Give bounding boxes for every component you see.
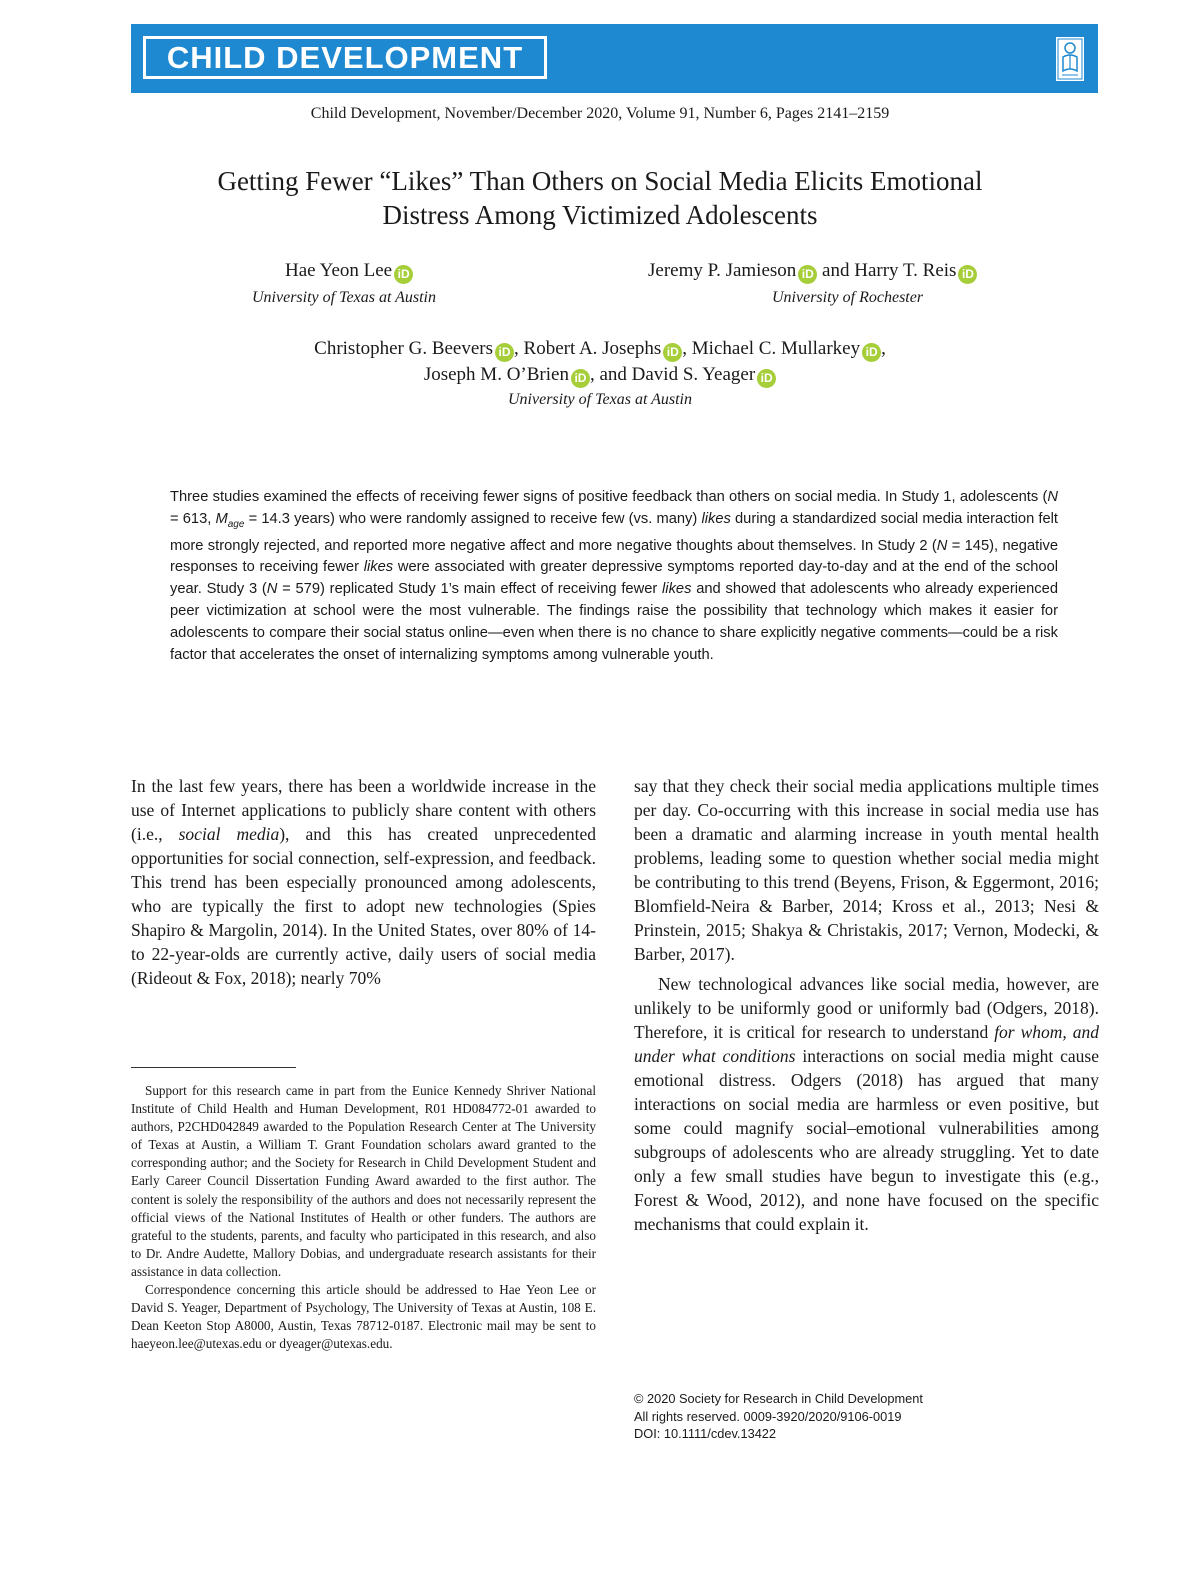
affiliation-3: University of Texas at Austin [508, 391, 692, 408]
journal-name: CHILD DEVELOPMENT [143, 36, 547, 79]
abstract: Three studies examined the effects of receiving fewer signs of positive feedback than others on social media. In Study 1, adolescents (N = 613, $M_{age} = 14.3$ years) who were randomly assigned to receive few (vs. many) likes during a standardized social media interaction felt more strongly rejected, and reported more negative affect and more negative thoughts about themselves. In Study 2 (N = 145), negative responses to receiving fewer likes were associated with greater depressive symptoms reported day-to-day and at the end of the school year. Study 3 (N = 579) replicated Study 1’s main effect of receiving fewer likes and showed that adolescents who already experienced peer victimization at school were the most vulnerable. The findings raise the possibility that technology which makes it easier for adolescents to compare their social status online—even when there is no chance to share explicitly negative comments—could be a risk factor that accelerates the onset of internalizing symptoms among vulnerable youth. [170, 489, 1059, 663]
orcid-icon[interactable]: iD [757, 369, 776, 388]
author-name: Christopher G. Beevers [314, 338, 494, 359]
footnote-divider [131, 1067, 296, 1068]
body-left-column [131, 774, 596, 990]
doi-line[interactable]: DOI: 10.1111/cdev.13422 [634, 1426, 777, 1441]
author-name: Michael C. Mullarkey [691, 338, 861, 359]
author-group-1 [285, 260, 413, 284]
title-line-2: Distress Among Victimized Adolescents [382, 200, 818, 230]
orcid-icon[interactable]: iD [862, 343, 881, 362]
rights-line: All rights reserved. 0009-3920/2020/9106-0019 [634, 1408, 902, 1424]
author-name: Jeremy P. Jamieson [648, 260, 797, 281]
srcd-logo [1056, 37, 1084, 81]
footnotes [131, 1082, 596, 1353]
orcid-icon[interactable]: iD [394, 265, 413, 284]
correspondence-footnote: Correspondence concerning this article should be addressed to Hae Yeon Lee or David S. Yeager, Department of Psychology, The University of Texas at Austin, 108 E. Dean Keeton Stop A8000, Austin, Texas 78712-0187. Electronic mail may be sent to haeyeon.lee@utexas.edu or dyeager@utexas.edu. [131, 1282, 596, 1352]
author-group-3-line-2: Joseph M. O’Brien iD , and David S. Yeager iD [0, 364, 1200, 388]
author-conjunction: and [817, 260, 855, 281]
orcid-icon[interactable]: iD [495, 343, 514, 362]
author-name: Joseph M. O’Brien [423, 364, 569, 385]
author-name: David S. Yeager [631, 364, 756, 385]
author-name: Robert A. Josephs [523, 338, 662, 359]
author-group-2 [648, 260, 977, 284]
funding-footnote: Support for this research came in part from the Eunice Kennedy Shriver National Institute of Child Health and Human Development, R01 HD084772-01 awarded to authors, P2CHD042849 awarded to the Population Research Center at The University of Texas at Austin, a William T. Grant Foundation scholars award granted to the corresponding author; and the Society for Research in Child Development Student and Early Career Council Dissertation Funding Award awarded to the first author. The content is solely the responsibility of the authors and does not necessarily represent the official views of the National Institutes of Health or other funders. The authors are grateful to the students, parents, and faculty who participated in this research, and also to Dr. Andre Audette, Mallory Dobias, and undergraduate research assistants for their assistance in data collection. [131, 1083, 596, 1279]
paragraph: say that they check their social media applications multiple times per day. Co-occurring with this increase in social media use has been a dramatic and alarming increase in youth mental health problems, leading some to question whether social media might be contributing to this trend (Beyens, Frison, & Eggermont, 2016; Blomfield-Neira & Barber, 2014; Kross et al., 2013; Nesi & Prinstein, 2015; Shakya & Christakis, 2017; Vernon, Modecki, & Barber, 2017). [634, 776, 1099, 964]
journal-banner [131, 24, 1098, 93]
citation-line: Child Development, November/December 2020, Volume 91, Number 6, Pages 2141–2159 [310, 105, 890, 122]
author-group-3-line-1: Christopher G. Beevers iD , Robert A. Josephs iD , Michael C. Mullarkey iD , [0, 338, 1200, 362]
orcid-icon[interactable]: iD [663, 343, 682, 362]
author-name: Hae Yeon Lee [285, 260, 393, 281]
affiliation-1: University of Texas at Austin [252, 289, 436, 306]
orcid-icon[interactable]: iD [798, 265, 817, 284]
paragraph: New technological advances like social media, however, are unlikely to be uniformly good or uniformly bad (Odgers, 2018). Therefore, it is critical for research to understand for whom, and under what conditions interactions on social media might cause emotional distress. Odgers (2018) has argued that many interactions on social media are harmless or even positive, but some could magnify social–emotional vulnerabilities among subgroups of adolescents who are already struggling. Yet to date only a few small studies have begun to investigate this (e.g., Forest & Wood, 2012), and none have focused on the specific mechanisms that could explain it. [634, 974, 1099, 1234]
orcid-icon[interactable]: iD [571, 369, 590, 388]
author-name: Harry T. Reis [854, 260, 957, 281]
article-title [150, 164, 1050, 232]
copyright-notice [634, 1390, 923, 1443]
copyright-line: © 2020 Society for Research in Child Development [634, 1391, 923, 1406]
paragraph: In the last few years, there has been a worldwide increase in the use of Internet applications to publicly share content with others (i.e., social media), and this has created unprecedented opportunities for social connection, self-expression, and feedback. This trend has been especially pronounced among adolescents, who are typically the first to adopt new technologies (Spies Shapiro & Margolin, 2014). In the United States, over 80% of 14- to 22-year-olds are currently active, daily users of social media (Rideout & Fox, 2018); nearly 70% [131, 776, 596, 988]
body-right-column [634, 774, 1099, 1236]
title-line-1: Getting Fewer “Likes” Than Others on Social Media Elicits Emotional [217, 166, 983, 196]
orcid-icon[interactable]: iD [958, 265, 977, 284]
affiliation-2: University of Rochester [772, 289, 924, 306]
